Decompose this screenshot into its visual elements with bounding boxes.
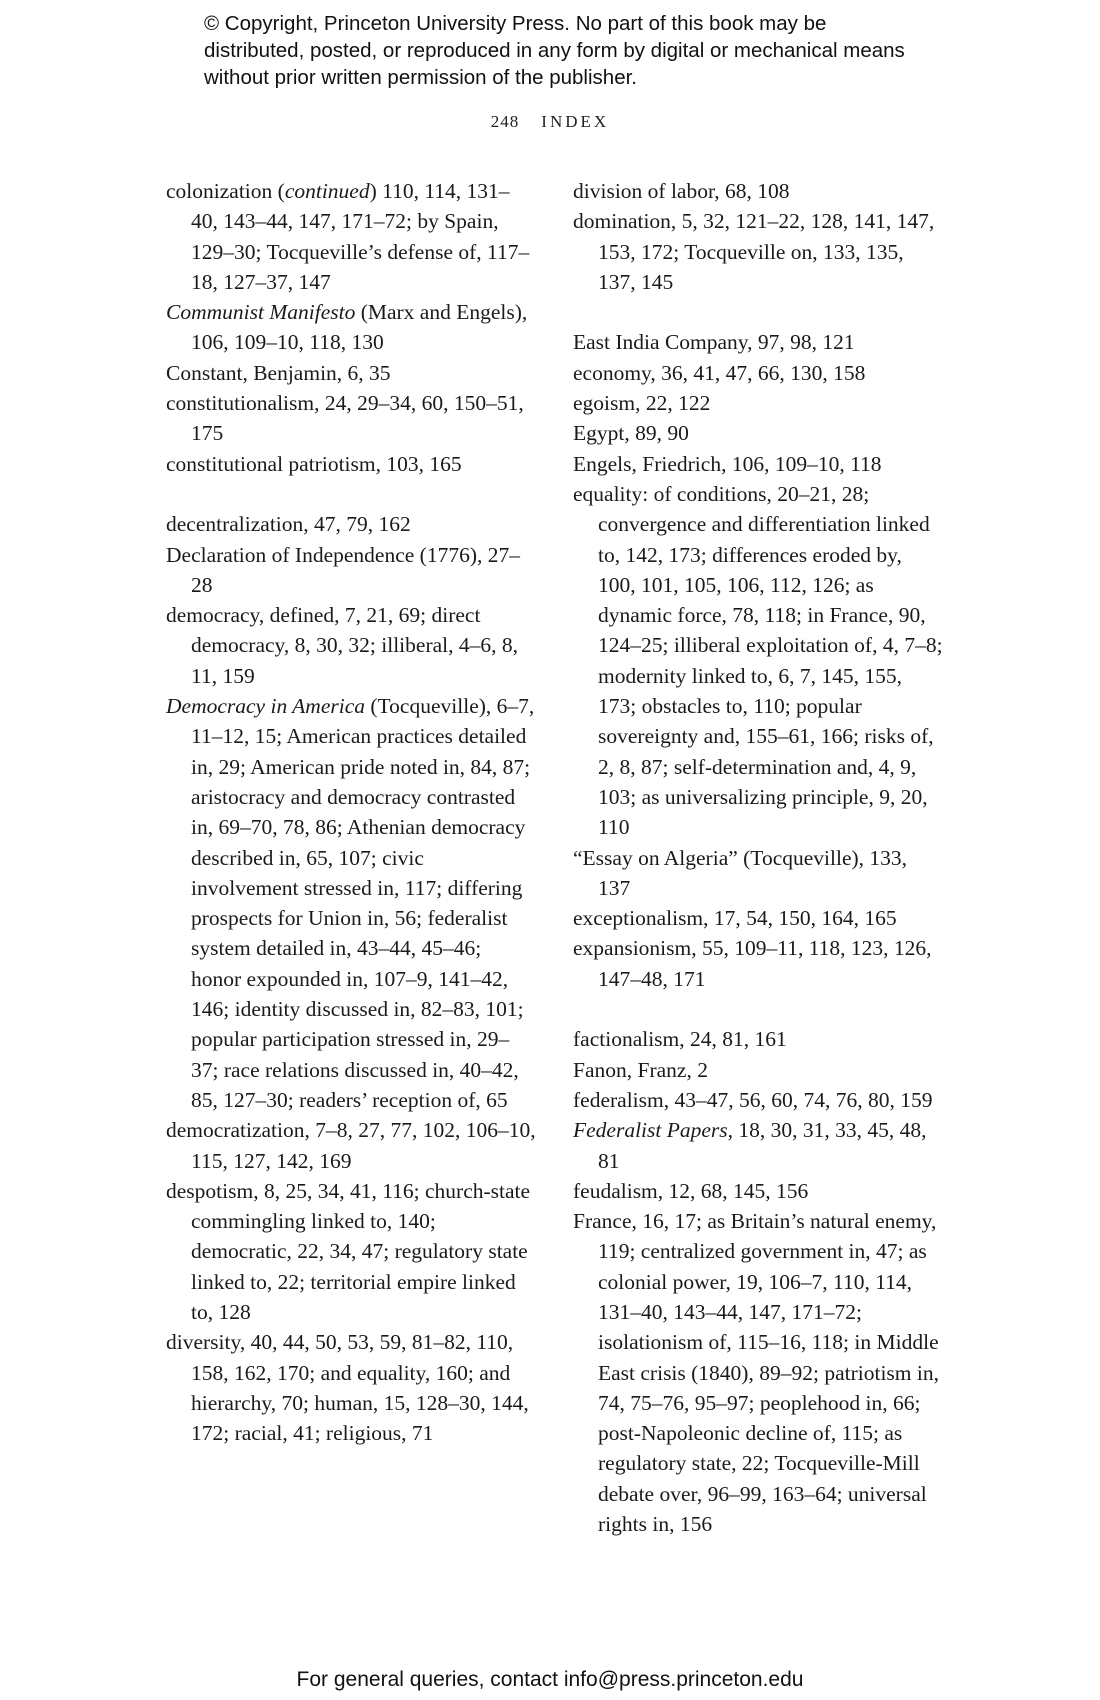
entry-italic-title: Communist Manifesto	[166, 300, 356, 325]
entry-text: despotism, 8, 25, 34, 41, 116; church-state commingling linked to, 140; democratic, 22, 34, 47; regulatory state linked to, 22; territorial empire linked to, 128	[166, 1178, 531, 1324]
letter-gap	[573, 297, 943, 327]
entry-text: “Essay on Algeria” (Tocqueville), 133, 137	[573, 845, 908, 900]
page-number: 248	[490, 112, 520, 131]
running-head	[0, 112, 1100, 132]
entry-text: federalism, 43–47, 56, 60, 74, 76, 80, 159	[573, 1087, 933, 1112]
index-entry	[573, 1085, 943, 1115]
entry-text: economy, 36, 41, 47, 66, 130, 158	[573, 360, 866, 385]
index-entry	[166, 1176, 536, 1327]
letter-gap	[573, 994, 943, 1024]
index-entry	[166, 176, 536, 297]
index-column-right	[573, 176, 943, 1539]
entry-text: democracy, defined, 7, 21, 69; direct democracy, 8, 30, 32; illiberal, 4–6, 8, 11, 159	[166, 603, 518, 688]
entry-text: decentralization, 47, 79, 162	[166, 512, 411, 537]
entry-text: feudalism, 12, 68, 145, 156	[573, 1178, 809, 1203]
index-entry	[166, 509, 536, 539]
index-entry	[573, 1115, 943, 1176]
index-entry	[573, 479, 943, 843]
index-entry	[573, 1055, 943, 1085]
entry-text: Engels, Friedrich, 106, 109–10, 118	[573, 451, 882, 476]
index-entry	[166, 358, 536, 388]
index-entry	[166, 600, 536, 691]
entry-text: democratization, 7–8, 27, 77, 102, 106–10, 115, 127, 142, 169	[166, 1118, 536, 1173]
index-entry	[573, 903, 943, 933]
entry-text: division of labor, 68, 108	[573, 179, 790, 203]
entry-text: ) 110, 114, 131–40, 143–44, 147, 171–72; by Spain, 129–30; Tocqueville’s defense of, 117–18, 127–37, 147	[191, 179, 530, 294]
entry-text: , 18, 30, 31, 33, 45, 48, 81	[598, 1118, 927, 1173]
index-entry	[166, 449, 536, 479]
index-entry	[166, 1115, 536, 1176]
entry-text: expansionism, 55, 109–11, 118, 123, 126, 147–48, 171	[573, 936, 932, 991]
entry-italic-title: continued	[284, 179, 370, 203]
entry-text: (Marx and Engels), 106, 109–10, 118, 130	[191, 300, 528, 355]
index-entry	[573, 388, 943, 418]
entry-text: constitutionalism, 24, 29–34, 60, 150–51, 175	[166, 391, 524, 446]
index-entry	[166, 297, 536, 358]
entry-text: constitutional patriotism, 103, 165	[166, 451, 462, 476]
entry-text: factionalism, 24, 81, 161	[573, 1027, 787, 1052]
index-entry	[166, 388, 536, 449]
copyright-notice: © Copyright, Princeton University Press. No part of this book may be distributed, posted, or reproduced in any form by digital or mechanical means without prior written permission of the publisher.	[204, 12, 905, 89]
contact-footer: For general queries, contact info@press.princeton.edu	[296, 1668, 804, 1691]
letter-gap	[166, 479, 536, 509]
index-column-left	[166, 176, 536, 1448]
index-entry	[573, 1176, 943, 1206]
entry-text: Declaration of Independence (1776), 27–28	[166, 542, 521, 597]
entry-text: Egypt, 89, 90	[573, 421, 689, 446]
entry-text: diversity, 40, 44, 50, 53, 59, 81–82, 110, 158, 162, 170; and equality, 160; and hierarchy, 70; human, 15, 128–30, 144, 172; racial, 41; religious, 71	[166, 1330, 529, 1446]
index-entry	[573, 933, 943, 994]
index-entry	[166, 540, 536, 601]
index-entry	[573, 1206, 943, 1539]
entry-italic-title: Federalist Papers	[573, 1118, 728, 1143]
entry-text: exceptionalism, 17, 54, 150, 164, 165	[573, 906, 897, 931]
entry-text: equality: of conditions, 20–21, 28; convergence and differentiation linked to, 142, 173; differences eroded by, 100, 101, 105, 106, 112, 126; as dynamic force, 78, 118; in France, 90, 124–25; illiberal exploitation of, 4, 7–8; modernity linked to, 6, 7, 145, 155, 173; obstacles to, 110; popular sovereignty and, 155–61, 166; risks of, 2, 8, 87; self-determination and, 4, 9, 103; as universalizing principle, 9, 20, 110	[573, 481, 943, 840]
index-entry	[573, 206, 943, 297]
index-entry	[166, 691, 536, 1115]
entry-text: France, 16, 17; as Britain’s natural enemy, 119; centralized government in, 47; as colonial power, 19, 106–7, 110, 114, 131–40, 143–44, 147, 171–72; isolationism of, 115–16, 118; in Middle East crisis (1840), 89–92; patriotism in, 74, 75–76, 95–97; peoplehood in, 66; post-Napoleonic decline of, 115; as regulatory state, 22; Tocqueville-Mill debate over, 96–99, 163–64; universal rights in, 156	[573, 1209, 939, 1537]
entry-text: egoism, 22, 122	[573, 391, 711, 416]
entry-text: domination, 5, 32, 121–22, 128, 141, 147, 153, 172; Tocqueville on, 133, 135, 137, 145	[573, 209, 935, 294]
index-entry	[573, 1024, 943, 1054]
entry-text: East India Company, 97, 98, 121	[573, 330, 855, 355]
entry-text: Constant, Benjamin, 6, 35	[166, 360, 391, 385]
index-entry	[573, 843, 943, 904]
index-entry	[573, 449, 943, 479]
index-entry	[166, 1327, 536, 1448]
entry-italic-title: Democracy in America	[166, 694, 366, 719]
index-entry	[573, 418, 943, 448]
entry-text: Fanon, Franz, 2	[573, 1057, 708, 1082]
index-entry	[573, 176, 943, 206]
entry-text: colonization (	[166, 179, 285, 203]
index-entry	[573, 358, 943, 388]
entry-text: (Tocqueville), 6–7, 11–12, 15; American practices detailed in, 29; American pride noted in, 84, 87; aristocracy and democracy contrasted in, 69–70, 78, 86; Athenian democracy described in, 65, 107; civic involvement stressed in, 117; differing prospects for Union in, 56; federalist system detailed in, 43–44, 45–46; honor expounded in, 107–9, 141–42, 146; identity discussed in, 82–83, 101; popular participation stressed in, 29–37; race relations discussed in, 40–42, 85, 127–30; readers’ reception of, 65	[191, 694, 535, 1112]
section-title: INDEX	[541, 112, 610, 131]
index-entry	[573, 327, 943, 357]
